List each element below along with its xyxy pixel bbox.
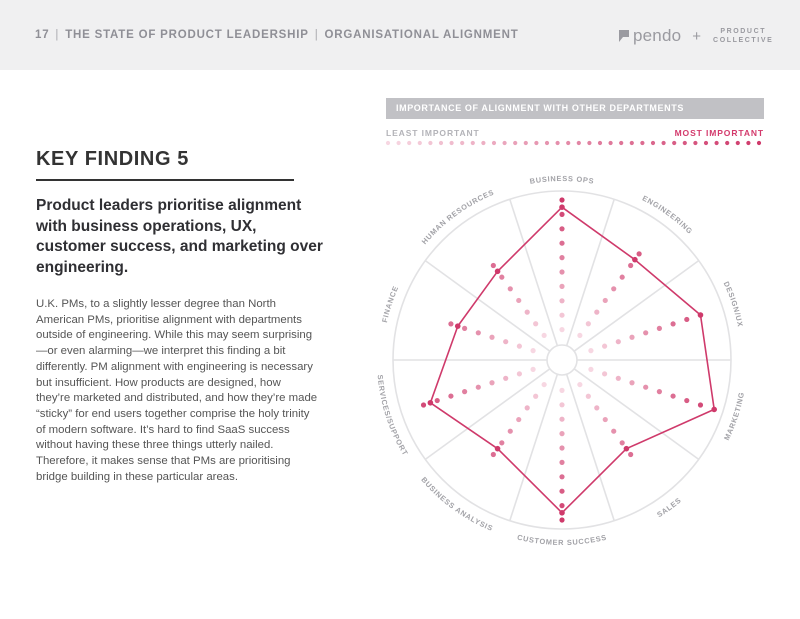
radar-dot <box>559 197 564 202</box>
legend-most-important: MOST IMPORTANT <box>674 128 764 138</box>
radar-dot <box>616 339 621 344</box>
axis-label: ENGINEERING <box>640 193 695 237</box>
radar-dot <box>586 321 591 326</box>
radar-spoke <box>425 369 550 460</box>
pendo-logo-text: pendo <box>633 26 682 45</box>
legend-dot <box>471 141 475 145</box>
page-number: 17 <box>35 29 50 41</box>
legend-dot <box>524 141 528 145</box>
legend-dot <box>386 141 390 145</box>
legend-dot <box>397 141 401 145</box>
radar-dot <box>508 429 513 434</box>
legend-dot <box>556 141 560 145</box>
radar-vertex <box>495 446 501 452</box>
legend-dot <box>630 141 634 145</box>
radar-dot <box>616 376 621 381</box>
radar-dot <box>620 275 625 280</box>
legend-dot <box>704 141 708 145</box>
axis-label: MARKETING <box>722 391 747 442</box>
radar-dot <box>476 330 481 335</box>
radar-spoke <box>574 261 699 352</box>
legend-dot <box>662 141 666 145</box>
radar-dot <box>559 327 564 332</box>
breadcrumb-report: THE STATE OF PRODUCT LEADERSHIP <box>65 29 309 41</box>
legend-dot <box>503 141 507 145</box>
radar-dot <box>602 344 607 349</box>
radar-vertex <box>624 446 630 452</box>
radar-dot <box>577 382 582 387</box>
radar-center-ring <box>547 345 577 375</box>
axis-label: CUSTOMER SUCCESS <box>516 532 608 548</box>
radar-dot <box>517 344 522 349</box>
radar-dot <box>698 402 703 407</box>
legend-least-important: LEAST IMPORTANT <box>386 128 480 138</box>
radar-dot <box>657 326 662 331</box>
radar-dot <box>559 241 564 246</box>
radar-dot <box>491 452 496 457</box>
radar-dot <box>530 367 535 372</box>
radar-dot <box>594 310 599 315</box>
pendo-logo-icon <box>616 29 630 43</box>
breadcrumb: 17 | THE STATE OF PRODUCT LEADERSHIP | ORGANISATIONAL ALIGNMENT <box>35 29 519 41</box>
radar-chart <box>362 160 762 560</box>
radar-dot <box>489 335 494 340</box>
radar-dot <box>629 380 634 385</box>
radar-dot <box>533 321 538 326</box>
product-collective-logo <box>713 27 773 45</box>
legend-dot <box>598 141 602 145</box>
legend-dot <box>651 141 655 145</box>
radar-vertex <box>632 257 638 263</box>
radar-dot <box>588 348 593 353</box>
legend-dot <box>746 141 750 145</box>
axis-label: DESIGN/UX <box>721 279 745 328</box>
legend-dot <box>609 141 613 145</box>
axis-label: FINANCE <box>380 284 401 324</box>
radar-dot <box>620 440 625 445</box>
legend-dot <box>460 141 464 145</box>
breadcrumb-section: ORGANISATIONAL ALIGNMENT <box>324 29 519 41</box>
legend-dot <box>619 141 623 145</box>
legend-dot <box>566 141 570 145</box>
legend-dot <box>693 141 697 145</box>
legend-dot <box>407 141 411 145</box>
radar-dot <box>611 429 616 434</box>
radar-dot <box>611 286 616 291</box>
radar-vertex <box>455 323 461 329</box>
legend-dot <box>439 141 443 145</box>
radar-dot <box>559 284 564 289</box>
legend-dot <box>736 141 740 145</box>
axis-label: SERVICES/SUPPORT <box>375 374 411 458</box>
key-finding-title: KEY FINDING 5 <box>36 148 190 170</box>
legend-dot <box>450 141 454 145</box>
radar-dot <box>594 405 599 410</box>
radar-dot <box>628 452 633 457</box>
legend-dot <box>715 141 719 145</box>
radar-spoke <box>574 369 699 460</box>
radar-dot <box>577 333 582 338</box>
radar-dot <box>637 251 642 256</box>
radar-dot <box>421 402 426 407</box>
legend-dot <box>577 141 581 145</box>
legend-dot <box>683 141 687 145</box>
radar-dot <box>542 333 547 338</box>
legend-dot <box>513 141 517 145</box>
radar-dot <box>559 517 564 522</box>
radar-dot <box>559 298 564 303</box>
finding-subheading: Product leaders prioritise alignment with business operations, UX, customer success, and marketing over engineering. <box>36 197 323 276</box>
chart-title: IMPORTANCE OF ALIGNMENT WITH OTHER DEPARTMENTS <box>396 103 684 113</box>
radar-dot <box>499 440 504 445</box>
legend-dot <box>672 141 676 145</box>
radar-dot <box>462 389 467 394</box>
radar-dot <box>525 310 530 315</box>
radar-dot <box>525 405 530 410</box>
radar-dot <box>559 212 564 217</box>
radar-dot <box>559 503 564 508</box>
legend-dot <box>640 141 644 145</box>
radar-dot <box>559 417 564 422</box>
radar-dot <box>516 417 521 422</box>
radar-dot <box>448 321 453 326</box>
radar-dot <box>533 394 538 399</box>
radar-dot <box>503 339 508 344</box>
radar-dot <box>476 385 481 390</box>
radar-dot <box>670 321 675 326</box>
radar-dot <box>643 385 648 390</box>
radar-dot <box>643 330 648 335</box>
radar-dot <box>559 402 564 407</box>
radar-dot <box>559 431 564 436</box>
legend-dot <box>428 141 432 145</box>
title-divider <box>36 179 294 181</box>
radar-dot <box>559 489 564 494</box>
radar-dot <box>559 226 564 231</box>
radar-dot <box>559 255 564 260</box>
legend-dot <box>534 141 538 145</box>
radar-dot <box>559 445 564 450</box>
radar-dot <box>448 393 453 398</box>
legend-dot <box>492 141 496 145</box>
radar-dot <box>670 393 675 398</box>
radar-dot <box>508 286 513 291</box>
finding-body: U.K. PMs, to a slightly lesser degree than North American PMs, prioritise alignment with departments outside of engineering. While this may seem surprising—or even alarming—we interpret this finding a bit differently. PM alignment with engineering is necessary but insufficient. How products are designed, how they’re marketed and distributed, and how they’re made “sticky” for end users together comprise the holy trinity of modern software. It’s hard to find SaaS success without having these three things utterly nailed. Therefore, it makes sense that PMs are prioritising bridge building in these particular areas. <box>36 298 318 483</box>
legend-dot <box>757 141 761 145</box>
radar-vertex <box>711 407 717 413</box>
radar-dot <box>517 371 522 376</box>
radar-dot <box>435 398 440 403</box>
radar-dot <box>462 326 467 331</box>
radar-vertex <box>428 400 434 406</box>
radar-dot <box>489 380 494 385</box>
radar-vertex <box>698 312 704 318</box>
legend-dot <box>481 141 485 145</box>
radar-dot <box>657 389 662 394</box>
radar-dot <box>628 263 633 268</box>
radar-dot <box>499 275 504 280</box>
legend-dot <box>587 141 591 145</box>
radar-dot <box>602 371 607 376</box>
radar-dot <box>684 398 689 403</box>
radar-dot <box>491 263 496 268</box>
legend-gradient-dots <box>380 137 770 149</box>
page-header <box>0 0 800 70</box>
radar-dot <box>629 335 634 340</box>
legend-dot <box>418 141 422 145</box>
radar-dot <box>559 269 564 274</box>
radar-dot <box>559 474 564 479</box>
legend-dot <box>545 141 549 145</box>
partner-line-1: PRODUCT <box>720 28 767 35</box>
legend-dot <box>725 141 729 145</box>
radar-dot <box>559 388 564 393</box>
axis-label: SALES <box>655 495 684 520</box>
radar-vertex <box>559 204 565 210</box>
axis-label: BUSINESS OPS <box>529 173 595 186</box>
radar-dot <box>603 417 608 422</box>
plus-sign: + <box>692 27 702 45</box>
radar-dot <box>503 376 508 381</box>
radar-dot <box>684 317 689 322</box>
radar-dot <box>516 298 521 303</box>
brand-logos <box>616 22 773 50</box>
radar-dot <box>542 382 547 387</box>
radar-dot <box>559 313 564 318</box>
radar-spoke <box>425 261 550 352</box>
radar-dot <box>559 460 564 465</box>
radar-dot <box>530 348 535 353</box>
axis-label: BUSINESS ANALYSIS <box>419 475 495 534</box>
radar-dot <box>603 298 608 303</box>
partner-line-2: COLLECTIVE <box>713 37 774 44</box>
radar-vertex <box>495 269 501 275</box>
radar-dot <box>586 394 591 399</box>
axis-label: HUMAN RESOURCES <box>419 187 496 247</box>
radar-vertex <box>559 510 565 516</box>
radar-dot <box>588 367 593 372</box>
